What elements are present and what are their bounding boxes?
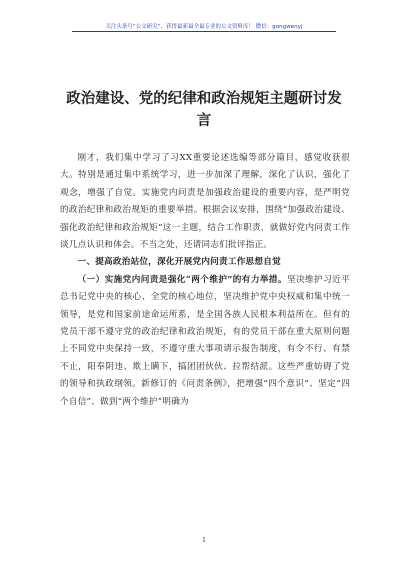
document-title: 政治建设、党的纪律和政治规矩主题研讨发言 <box>66 90 342 129</box>
page-number: 1 <box>202 537 206 544</box>
document-body <box>60 150 350 411</box>
header-note: 关注头条号“公文研究”，获得最新最全最专业的公文资料库！ 微信：gongwenyj <box>105 24 303 30</box>
header-divider <box>72 31 336 32</box>
sub-section-paragraph <box>60 272 350 411</box>
sub-section-heading: （一）实施党内问责是强化“两个维护”的有力举措。 <box>77 274 287 285</box>
section-heading: 一、提高政治站位，深化开展党内问责工作思想自觉 <box>77 257 281 268</box>
intro-paragraph: 刚才，我们集中学习了习XX重要论述选编等部分篇目，感觉收获很大。特别是通过集中系统学习，进一步加深了理解，深化了认识，强化了观念，增强了自觉。实施党内问责是加强政治建设的重要内容，是严明党的政治纪律和政治规矩的重要举措。根据会议安排，围绕“加强政治建设、强化政治纪律和政治规矩”这一主题，结合工作职责，就做好党内问责工作谈几点认识和体会。不当之处，还请同志们批评指正。 <box>60 153 350 251</box>
sub-section-text: 坚决维护习近平总书记党中央的核心、全党的核心地位，坚决维护党中央权威和集中统一领导，是党和国家前途命运所系，是全国各族人民根本利益所在。但有的党员干部不遵守党的政治纪律和政治规矩，有的党员干部在重大原则问题上不同党中央保持一致，不遵守重大事项请示报告制度，有令不行、有禁不止，阳奉阴违、欺上瞒下，搞团团伙伙、拉帮结派。这些严重妨碍了党的领导和执政纲领。新修订的《问责条例》，把增强“四个意识”、坚定“四个自信”、做到“两个维护”明确为 <box>60 274 350 407</box>
